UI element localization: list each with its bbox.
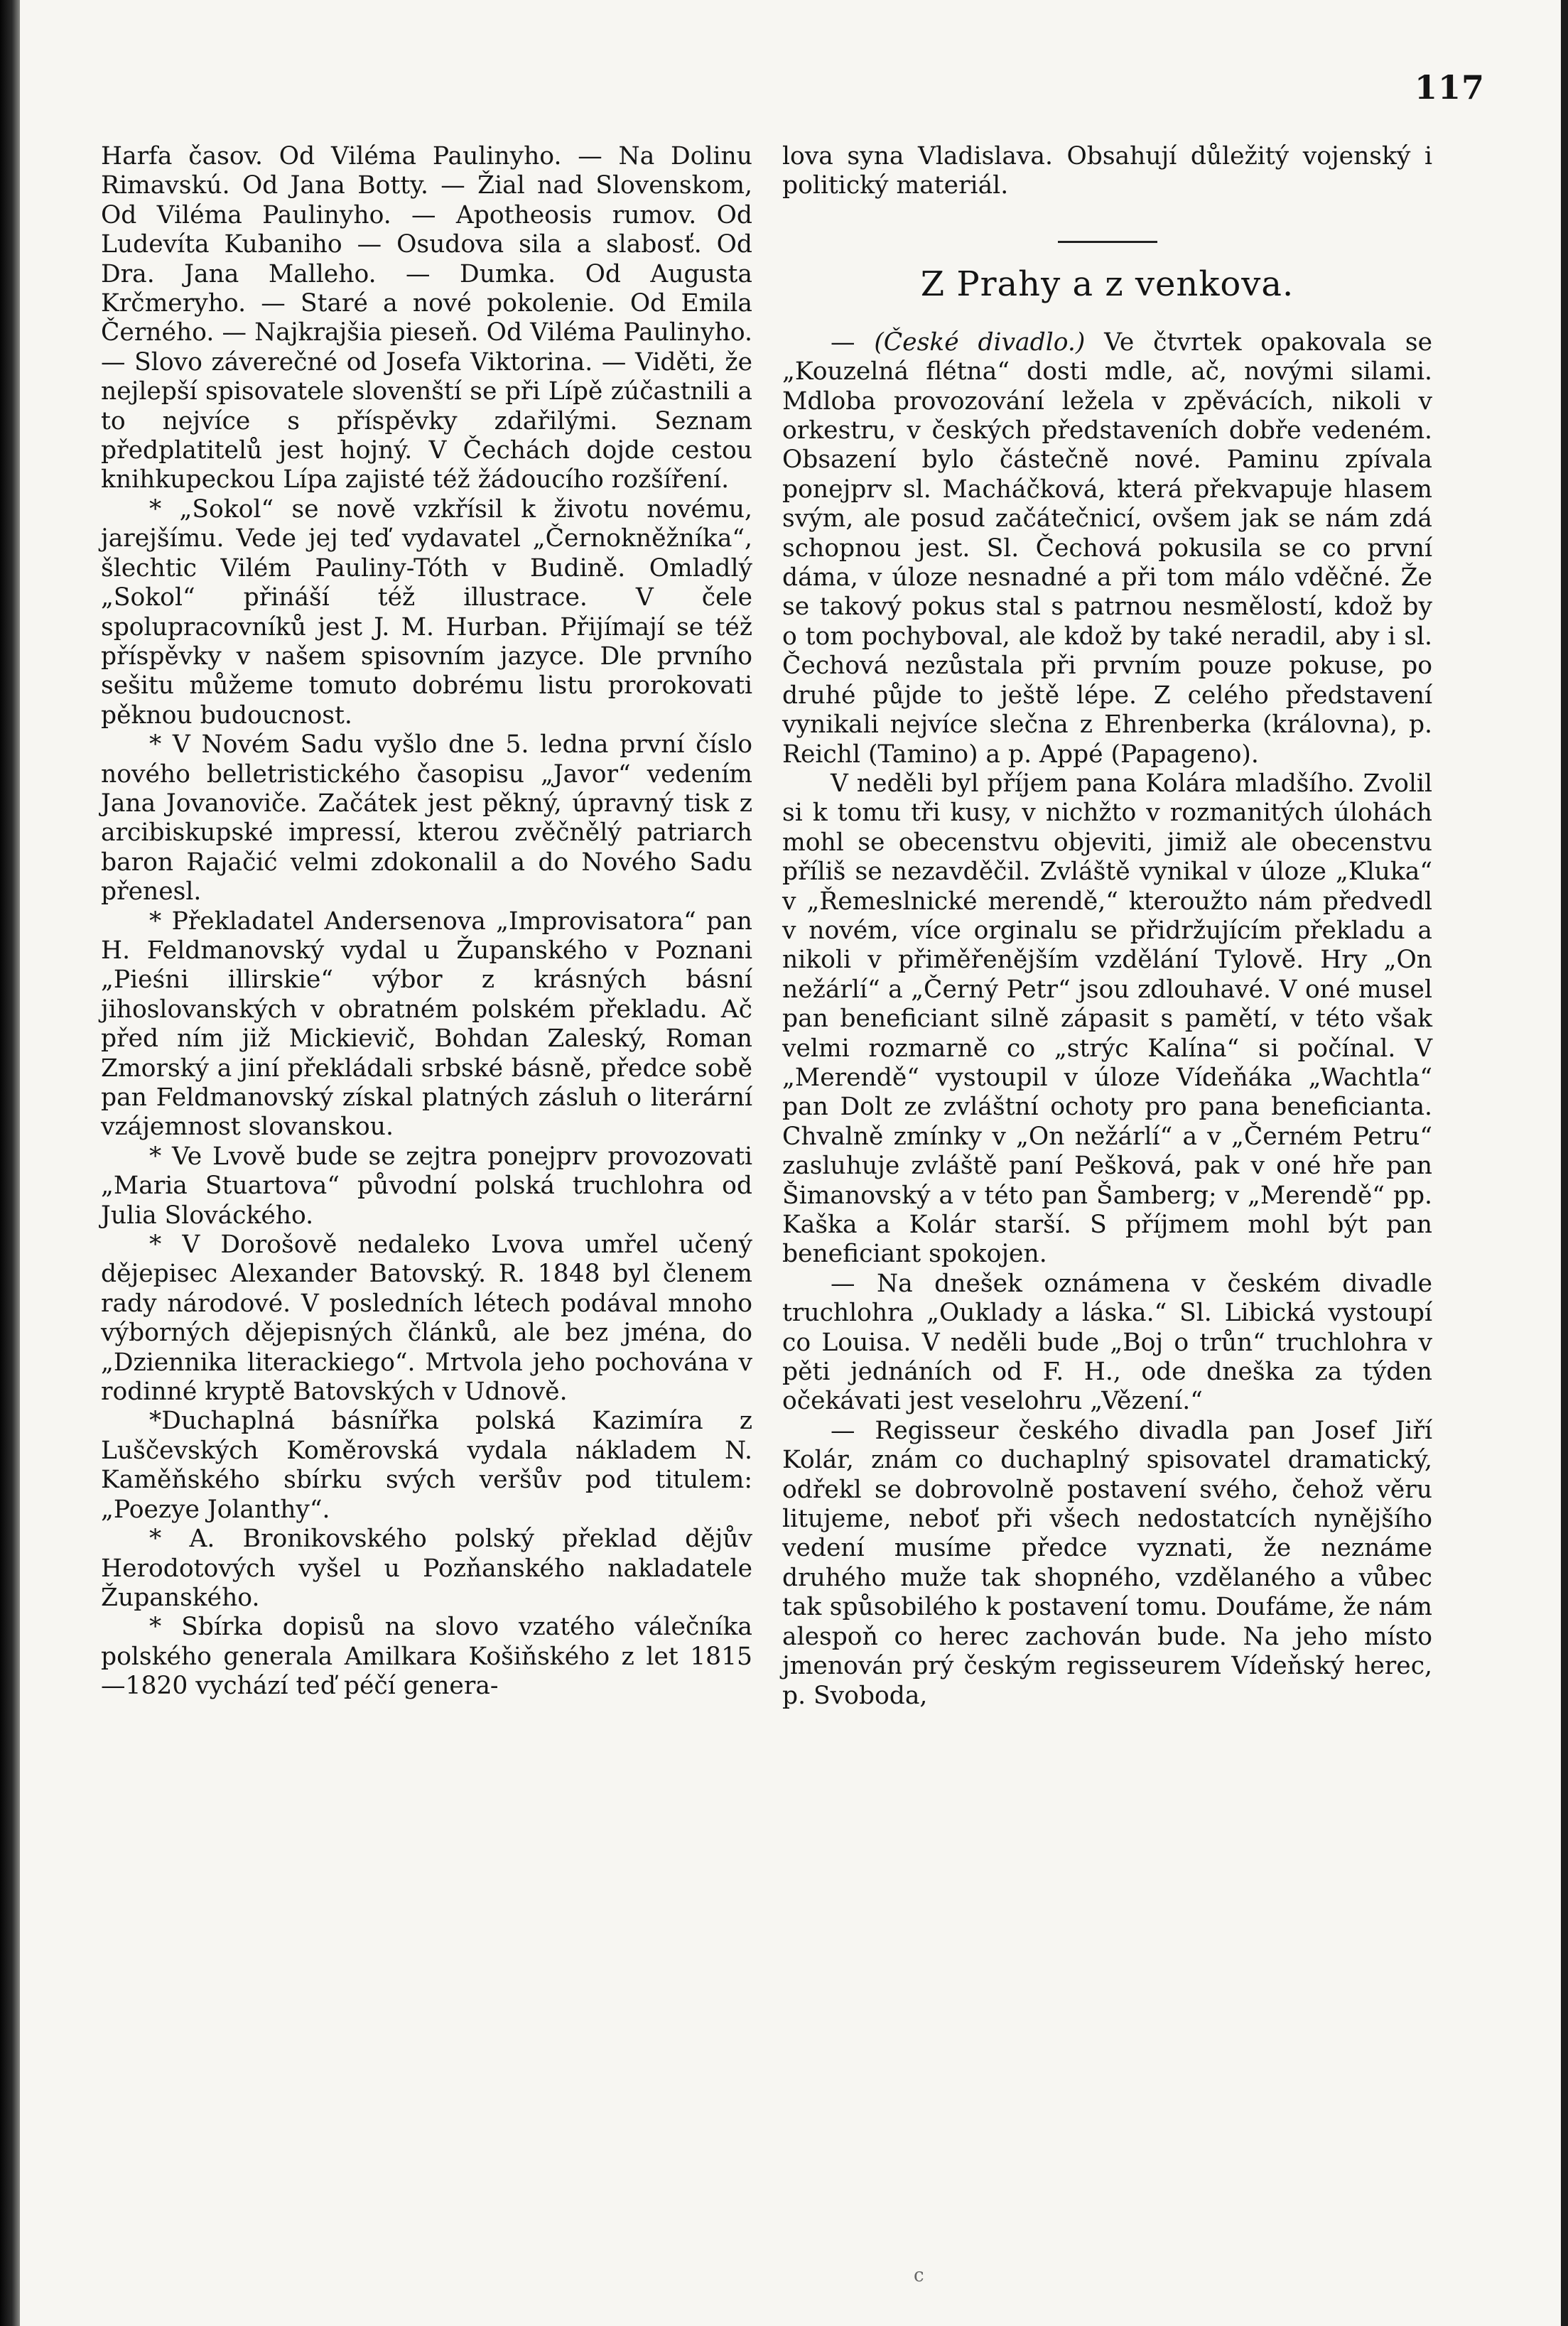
scan-edge-left <box>0 0 20 2326</box>
theatre-text: Ve čtvrtek opakovala se „Kouzelná flétna“ dosti mdle, ač, novými silami. Mdloba provozování ležela v zpěvácích, nikoli v orkestru, v českých představeních dobře vedeném. Obsazení bylo částečně nové. Paminu zpívala ponejprv sl. Macháčková, která překvapuje hlasem svým, ale posud začátečnicí, ovšem jak se nám zdá schopnou jest. Sl. Čechová pokusila se co první dáma, v úloze nesnadné a při tom málo vděčné. Že se takový pokus stal s patrnou nesmělostí, kdož by o tom pochyboval, ale kdož by také neradil, aby i sl. Čechová nezůstala při prvním pouze pokuse, po druhé půjde to ještě lépe. Z celého představení vynikali nejvíce slečna z Ehrenberka (královna), p. Reichl (Tamino) a p. Appé (Papageno). <box>782 328 1433 769</box>
paragraph: — Regisseur českého divadla pan Josef Jiří Kolár, znám co duchaplný spisovatel dramatický, odřekl se dobrovolně postavení svého, čehož věru litujeme, neboť při všech nedostatcích nynějšího vedení musíme předce vyznati, že neznáme druhého muže tak shopného, vzdělaného a vůbec tak spůsobilého k postavení tomu. Doufáme, že nám alespoň co herec zachován bude. Na jeho místo jmenován prý českým regisseurem Vídeňský herec, p. Svoboda, <box>782 1416 1432 1710</box>
section-title: Z Prahy a z venkova. <box>920 264 1294 304</box>
page <box>20 0 1568 2326</box>
paragraph: V neděli byl příjem pana Kolára mladšího. Zvolil si k tomu tři kusy, v nichžto v rozmanitých úlohách mohl se obecenstvu objeviti, jimiž ale obecenstvu příliš se nezavděčil. Zvláště vynikal v úloze „Kluka“ v „Řemeslnické merendě,“ kteroužto nám předvedl v novém, více orginalu se přidržujícím překladu a nikoli v přiměřenějším vzdělání Tylově. Hry „On nežárlí“ a „Černý Petr“ jsou zdlouhavé. V oné musel pan beneficiant silně zápasit s pamětí, v této však velmi rozmarně co „strýc Kalína“ si počínal. V „Merendě“ vystoupil v úloze Vídeňáka „Wachtla“ pan Dolt ze zvláštní ochoty pro pana beneficianta. Chvalně zmínky v „On nežárlí“ a v „Černém Petru“ zasluhuje zvláště paní Pešková, pak v oné hře pan Šimanovský a v této pan Šamberg; v „Merendě“ pp. Kaška a Kolár starší. S příjmem mohl být pan beneficiant spokojen. <box>782 769 1432 1269</box>
paragraph-theatre <box>782 328 1432 769</box>
paragraph: * Překladatel Andersenova „Improvisatora“ pan H. Feldmanovský vydal u Županského v Poznani „Pieśni illirskie“ výbor z krásných básní jihoslovanských v obratném polském překladu. Ač před ním již Mickievič, Bohdan Zaleský, Roman Zmorský a jiní překládali srbské básně, předce sobě pan Feldmanovský získal platných zásluh o literární vzájemnost slovanskou. <box>101 907 752 1142</box>
page-number: 117 <box>1414 68 1485 107</box>
paragraph: *Duchaplná básnířka polská Kazimíra z Luščevských Koměrovská vydala nákladem N. Kaměňského sbírku svých veršův pod titulem: „Poezye Jolanthy“. <box>101 1407 752 1524</box>
paragraph: * A. Bronikovského polský překlad dějův Herodotových vyšel u Pozňanského nakladatele Županského. <box>101 1525 752 1612</box>
paragraph: — Na dnešek oznámena v českém divadle truchlohra „Ouklady a láska.“ Sl. Libická vystoupí co Louisa. V neděli bude „Boj o trůn“ truchlohra v pěti jednáních od F. H., ode dneška za týden očekávati jest veselohru „Vězení.“ <box>782 1269 1432 1416</box>
theatre-lead: — <box>831 328 875 357</box>
paragraph: Harfa časov. Od Viléma Paulinyho. — Na Dolinu Rimavskú. Od Jana Botty. — Žial nad Slovenskom, Od Viléma Paulinyho. — Apotheosis rumov. Od Ludevíta Kubaniho — Osudova sila a slabosť. Od Dra. Jana Malleho. — Dumka. Od Augusta Krčmeryho. — Staré a nové pokolenie. Od Emila Černého. — Najkrajšia pieseň. Od Viléma Paulinyho. — Slovo záverečné od Josefa Viktorina. — Viděti, že nejlepší spisovatele slovenští se při Lípě zúčastnili a to nejvíce s příspěvky zdařilými. Seznam předplatitelů jest hojný. V Čechách dojde cestou knihkupeckou Lípa zajisté též žádoucího rozšíření. <box>101 142 752 494</box>
theatre-label: (České divadlo.) <box>874 328 1086 357</box>
section-divider <box>1058 241 1157 243</box>
right-column <box>782 142 1432 1711</box>
paragraph: lova syna Vladislava. Obsahují důležitý vojenský i politický materiál. <box>782 142 1432 200</box>
left-column <box>101 142 752 1702</box>
paragraph: * V Dorošově nedaleko Lvova umřel učený dějepisec Alexander Batovský. R. 1848 byl členem rady národové. V posledních létech podával mnoho výborných dějepisných článků, ale bez jména, do „Dziennika literackiego“. Mrtvola jeho pochována v rodinné kryptě Batovských v Udnově. <box>101 1230 752 1407</box>
paragraph: * „Sokol“ se nově vzkřísil k životu novému, jarejšímu. Vede jej teď vydavatel „Černokněžníka“, šlechtic Vilém Pauliny-Tóth v Budině. Omladlý „Sokol“ přináší též illustrace. V čele spolupracovníků jest J. M. Hurban. Přijímají se též příspěvky v našem spisovním jazyce. Dle prvního sešitu můžeme tomuto dobrému listu prorokovati pěknou budoucnost. <box>101 494 752 730</box>
scan-edge-right <box>1561 0 1568 2326</box>
paragraph: * Sbírka dopisů na slovo vzatého válečníka polského generala Amilkara Košiňského z let 1815—1820 vychází teď péčí genera- <box>101 1613 752 1701</box>
paragraph: * V Novém Sadu vyšlo dne 5. ledna první číslo nového belletristického časopisu „Javor“ vedením Jana Jovanoviče. Začátek jest pěkný, úpravný tisk z arcibiskupské impressí, kterou zvěčnělý patriarch baron Rajačić velmi zdokonalil a do Nového Sadu přenesl. <box>101 730 752 907</box>
paragraph: * Ve Lvově bude se zejtra ponejprv provozovati „Maria Stuartova“ původní polská truchlohra od Julia Slováckého. <box>101 1142 752 1230</box>
stray-mark: c <box>914 2265 924 2286</box>
